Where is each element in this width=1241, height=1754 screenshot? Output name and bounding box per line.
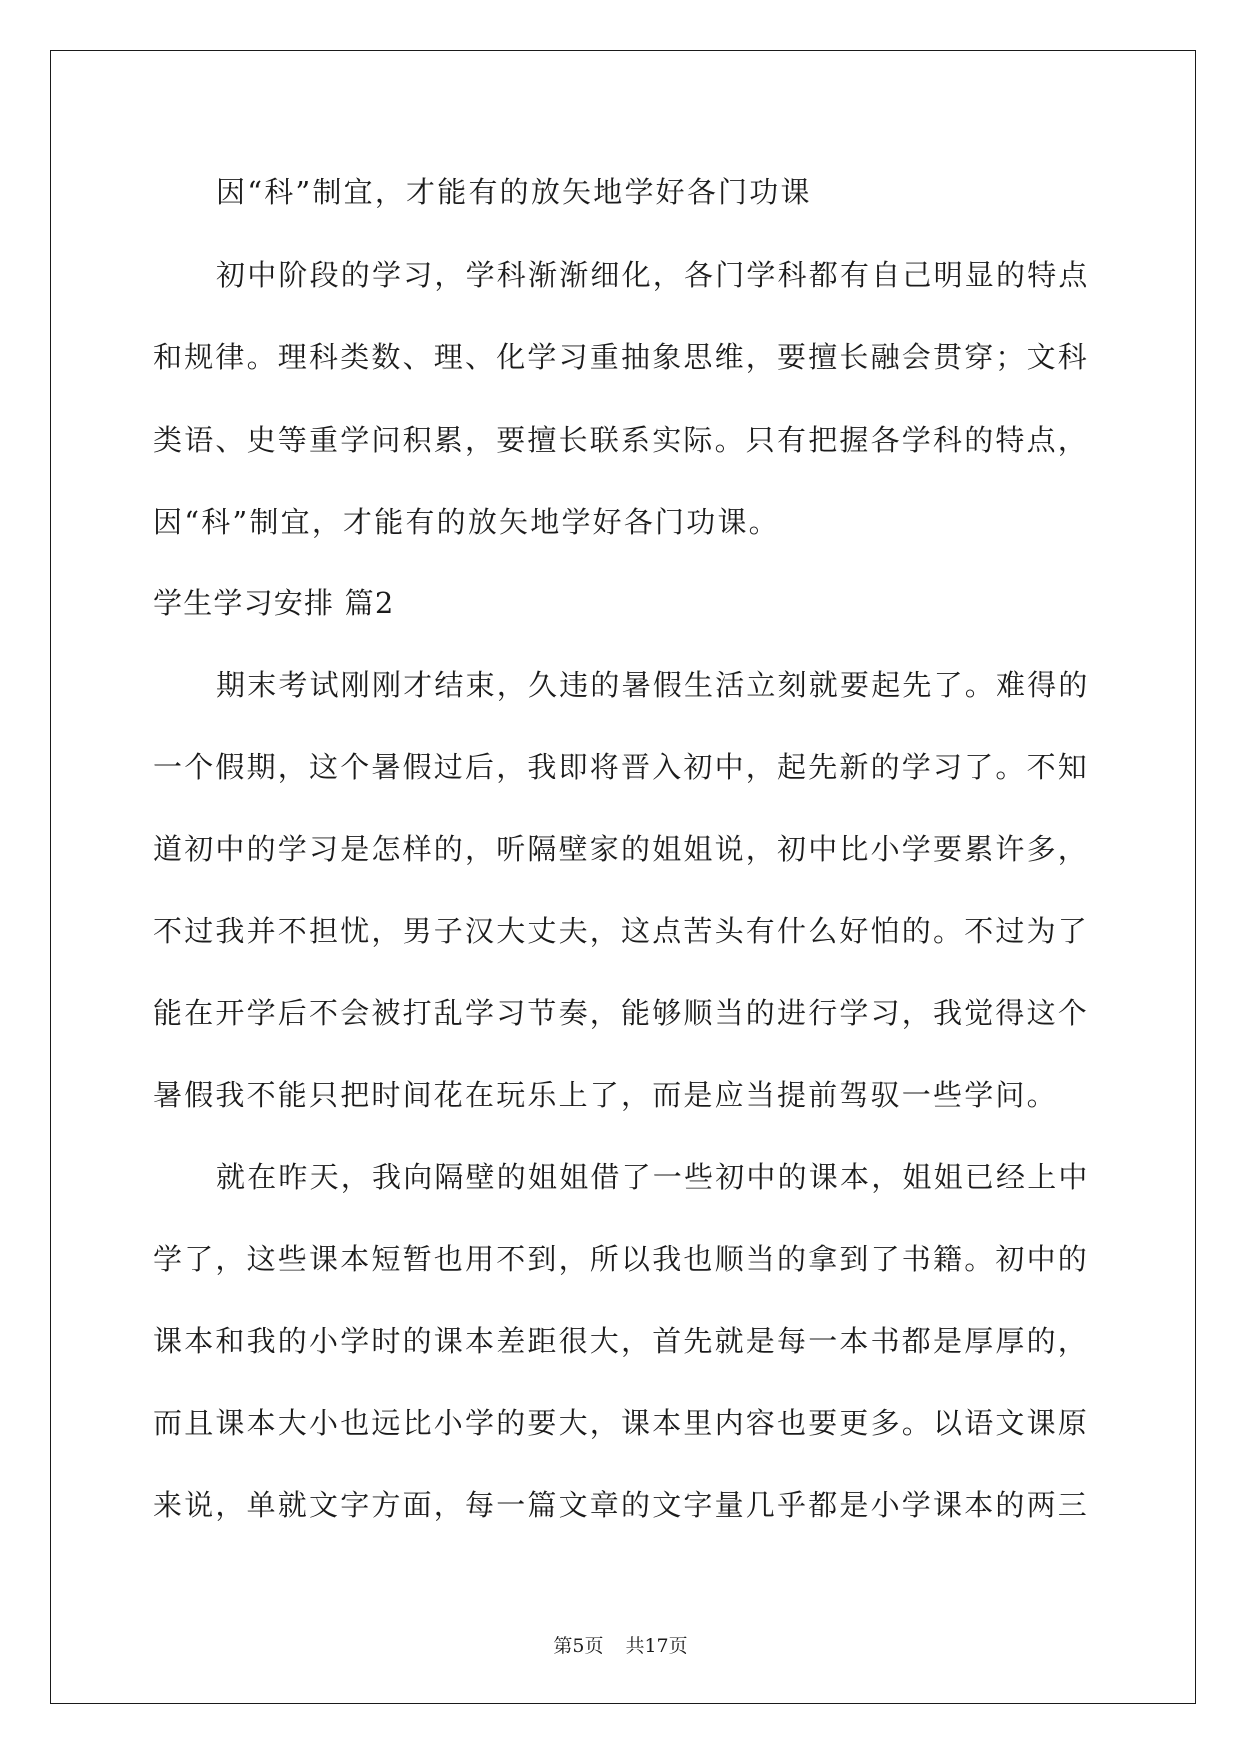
summary-line: 因“科”制宜，才能有的放矢地学好各门功课 xyxy=(216,175,812,209)
paragraph-line: 暑假我不能只把时间花在玩乐上了，而是应当提前驾驭一些学问。 xyxy=(153,1078,1058,1112)
paragraph-line: 初中阶段的学习，学科渐渐细化，各门学科都有自己明显的特点 xyxy=(216,258,1090,292)
paragraph-line: 不过我并不担忧，男子汉大丈夫，这点苦头有什么好怕的。不过为了 xyxy=(153,914,1090,948)
paragraph-line: 一个假期，这个暑假过后，我即将晋入初中，起先新的学习了。不知 xyxy=(153,750,1090,784)
paragraph-line: 和规律。理科类数、理、化学习重抽象思维，要擅长融会贯穿；文科 xyxy=(153,340,1090,374)
paragraph-line: 道初中的学习是怎样的，听隔壁家的姐姐说，初中比小学要累许多， xyxy=(153,832,1090,866)
paragraph-line: 期末考试刚刚才结束，久违的暑假生活立刻就要起先了。难得的 xyxy=(216,668,1090,702)
section-heading: 学生学习安排 篇2 xyxy=(153,586,395,620)
paragraph-line: 而且课本大小也远比小学的要大，课本里内容也要更多。以语文课原 xyxy=(153,1406,1090,1440)
page-footer xyxy=(0,1634,1241,1658)
paragraph-line: 类语、史等重学问积累，要擅长联系实际。只有把握各学科的特点， xyxy=(153,423,1090,457)
paragraph-line: 能在开学后不会被打乱学习节奏，能够顺当的进行学习，我觉得这个 xyxy=(153,996,1090,1030)
page-total: 共17页 xyxy=(625,1635,688,1657)
page-number: 第5页 xyxy=(553,1635,604,1657)
paragraph-line: 课本和我的小学时的课本差距很大，首先就是每一本书都是厚厚的， xyxy=(153,1324,1090,1358)
paragraph-line: 就在昨天，我向隔壁的姐姐借了一些初中的课本，姐姐已经上中 xyxy=(216,1160,1090,1194)
paragraph-line: 来说，单就文字方面，每一篇文章的文字量几乎都是小学课本的两三 xyxy=(153,1488,1090,1522)
paragraph-line: 因“科”制宜，才能有的放矢地学好各门功课。 xyxy=(153,505,780,539)
paragraph-line: 学了，这些课本短暂也用不到，所以我也顺当的拿到了书籍。初中的 xyxy=(153,1242,1090,1276)
page-border xyxy=(50,50,1196,1704)
